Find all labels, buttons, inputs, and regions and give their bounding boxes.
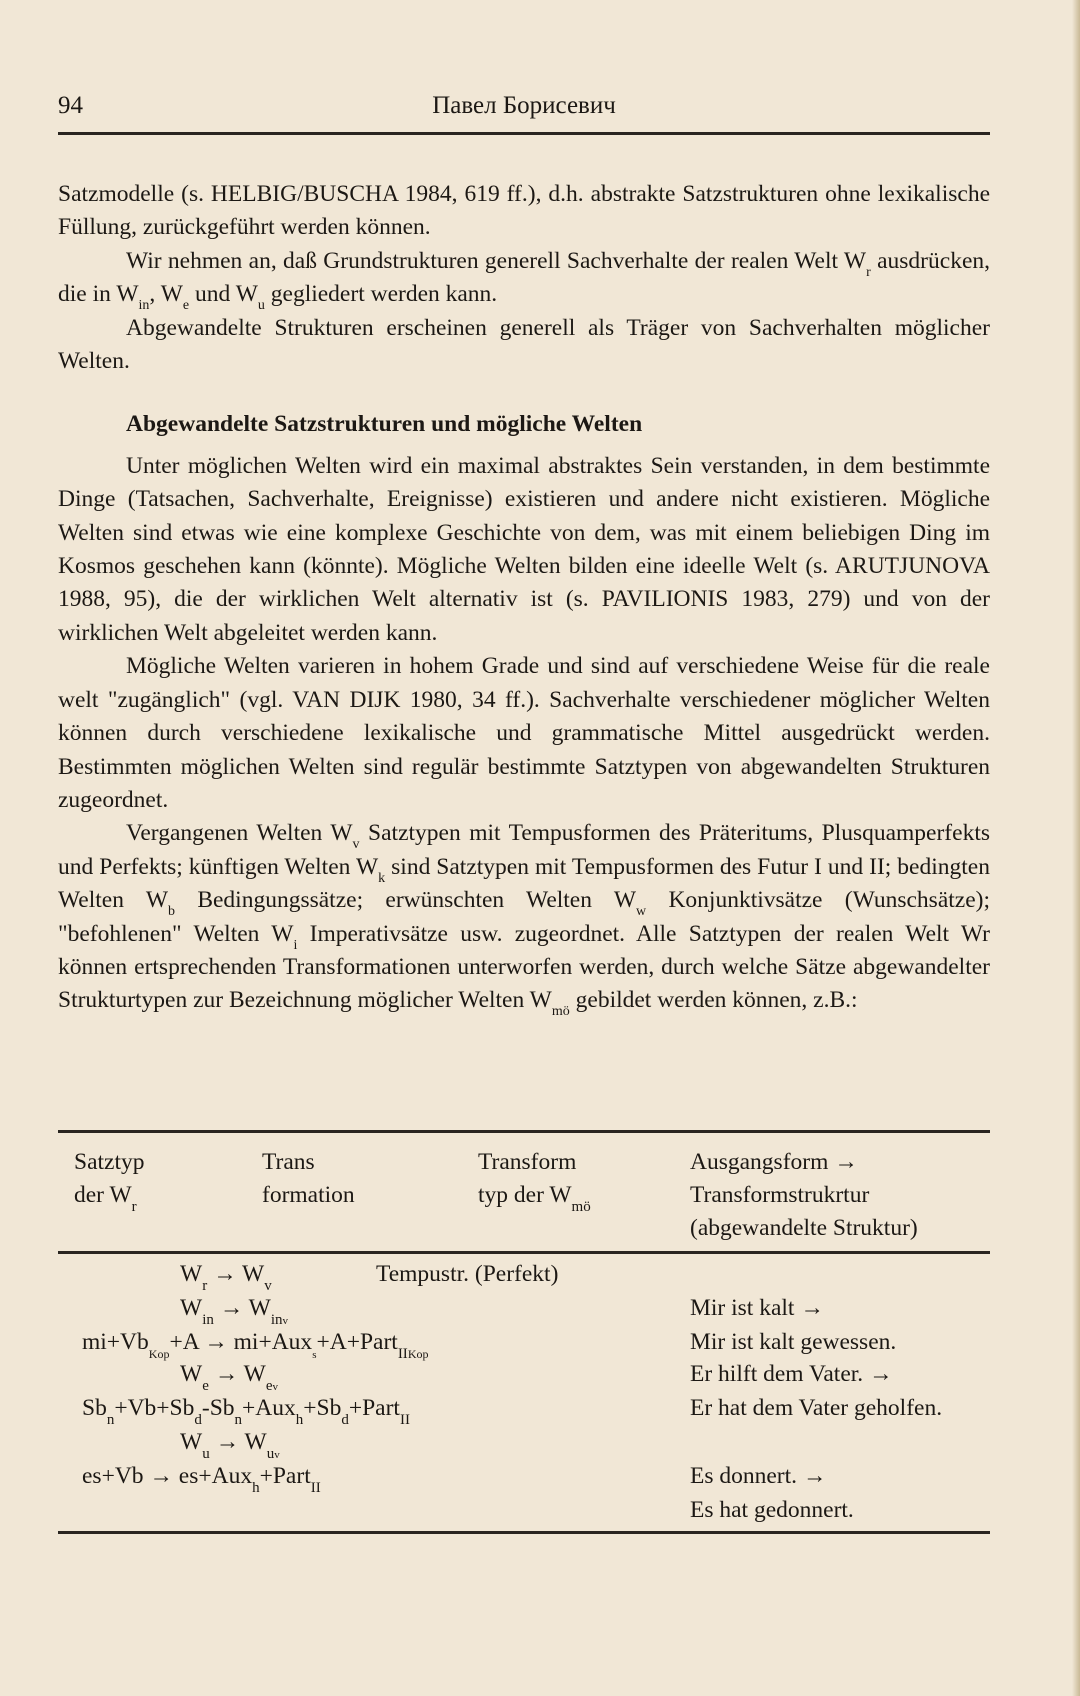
table-row-3-example: Mir ist kalt gewessen. xyxy=(690,1329,897,1355)
table-header-col4-line3: (abgewandelte Struktur) xyxy=(690,1215,918,1241)
table-row-6-formula: $W_u \to W_{uv}$ xyxy=(180,1429,280,1462)
paragraph-2: Wir nehmen an, daß Grundstrukturen generell Sachverhalte der realen Welt $W_r$ ausdrücken, die in $W_{in}$, $W_e$ und $W_u$ gegliedert werden kann. xyxy=(58,247,990,314)
table-row-2-example: Mir ist kalt → xyxy=(690,1295,824,1321)
table-header-col1: Satztyp xyxy=(74,1149,145,1175)
section-heading: Abgewandelte Satzstrukturen und mögliche Welten xyxy=(126,411,643,438)
table-row-1-label: Tempustr. (Perfekt) xyxy=(376,1261,559,1287)
paragraph-4: Unter möglichen Welten wird ein maximal abstraktes Sein verstanden, in dem bestimmte Dinge (Tatsachen, Sachverhalte, Ereignisse) existieren und andere nicht existieren. Mögliche Welten sind etwas wie eine komplexe Geschichte von dem, was mit einem beliebigen Ding im Kosmos geschehen kann (könnte). Mögliche Welten bilden eine ideelle Welt (s. ARUTJUNOVA 1988, 95), die der wirklichen Welt alternativ ist (s. PAVILIONIS 1983, 279) und von der wirklichen Welt abgeleitet werden kann. xyxy=(58,452,990,646)
table-header-col2: Trans xyxy=(262,1149,315,1175)
table-header-rule xyxy=(58,1251,990,1254)
page-number: 94 xyxy=(58,92,83,119)
table-row-4-example: Er hilft dem Vater. → xyxy=(690,1361,893,1387)
page-header xyxy=(58,92,990,132)
table-row-1-formula: $W_r \to W_v$ xyxy=(180,1261,272,1294)
table-header-col3: Transform xyxy=(478,1149,577,1175)
running-head: Павел Борисевич xyxy=(432,92,616,119)
table-row-2-formula: $W_{in} \to W_{inv}$ xyxy=(180,1295,289,1328)
table-row-3-formula: $mi+Vb_{Kop}+A$ → mi+Aux$_s$+A+Part$_{IIKop}$ xyxy=(82,1329,429,1362)
table-header-col4-line2: Transformstrukrtur xyxy=(690,1182,870,1208)
table-bottom-rule xyxy=(58,1531,990,1534)
page-edge xyxy=(1072,0,1080,1696)
paragraph-3: Abgewandelte Strukturen erscheinen generell als Träger von Sachverhalten möglicher Welten. xyxy=(58,314,990,375)
table-row-5-formula: $Sb_n+Vb+Sb_d-Sb_n+Aux_h+Sb_d+Part_{II}$ xyxy=(82,1395,410,1428)
table-header-col1-line2: der $W_r$ xyxy=(74,1182,137,1215)
table-header-col2-line2: formation xyxy=(262,1182,355,1208)
table-row-5-example: Er hat dem Vater geholfen. xyxy=(690,1395,943,1421)
table-top-rule xyxy=(58,1130,990,1133)
body-text xyxy=(58,178,990,1018)
table-row-4-formula: $W_e \to W_{ev}$ xyxy=(180,1361,279,1394)
paragraph-6: Vergangenen Welten $W_v$ Satztypen mit Tempusformen des Präteritums, Plusquamperfekts und Perfekts; künftigen Welten $W_k$ sind Satztypen mit Tempusformen des Futur I und II; bedingten Welten $W_b$ Bedingungssätze; erwünschten Welten $W_w$ Konjunktivsätze (Wunschsätze); "befohlenen" Welten $W_i$ Imperativsätze usw. zugeordnet. Alle Satztypen der realen Welt Wr können ertsprechenden Transformationen unterworfen werden, durch welche Sätze abgewandelter Strukturtypen zur Bezeichnung möglicher Welten $W_{mö}$ gebildet werden können, z.B.: xyxy=(58,820,990,1020)
table-header-col4: Ausgangsform → xyxy=(690,1149,858,1175)
table-header-col3-line2: typ der $W_{mö}$ xyxy=(478,1182,591,1215)
header-rule xyxy=(58,132,990,135)
paragraph-1: Satzmodelle (s. HELBIG/BUSCHA 1984, 619 ff.), d.h. abstrakte Satzstrukturen ohne lexikalische Füllung, zurückgeführt werden können. xyxy=(58,181,990,241)
table-row-7-example: Es donnert. → xyxy=(690,1463,827,1489)
table-row-7-example-2: Es hat gedonnert. xyxy=(690,1497,854,1523)
paragraph-5: Mögliche Welten varieren in hohem Grade und sind auf verschiedene Weise für die reale welt "zugänglich" (vgl. VAN DIJK 1980, 34 ff.). Sachverhalte verschiedener möglicher Welten können durch verschiedene lexikalische und grammatische Mittel ausgedrückt werden. Bestimmten möglichen Welten sind regulär bestimmte Satztypen von abgewandelten Strukturen zugeordnet. xyxy=(58,653,990,813)
table-row-7-formula: es+Vb → es+Aux$_h$+Part$_{II}$ xyxy=(82,1463,321,1496)
